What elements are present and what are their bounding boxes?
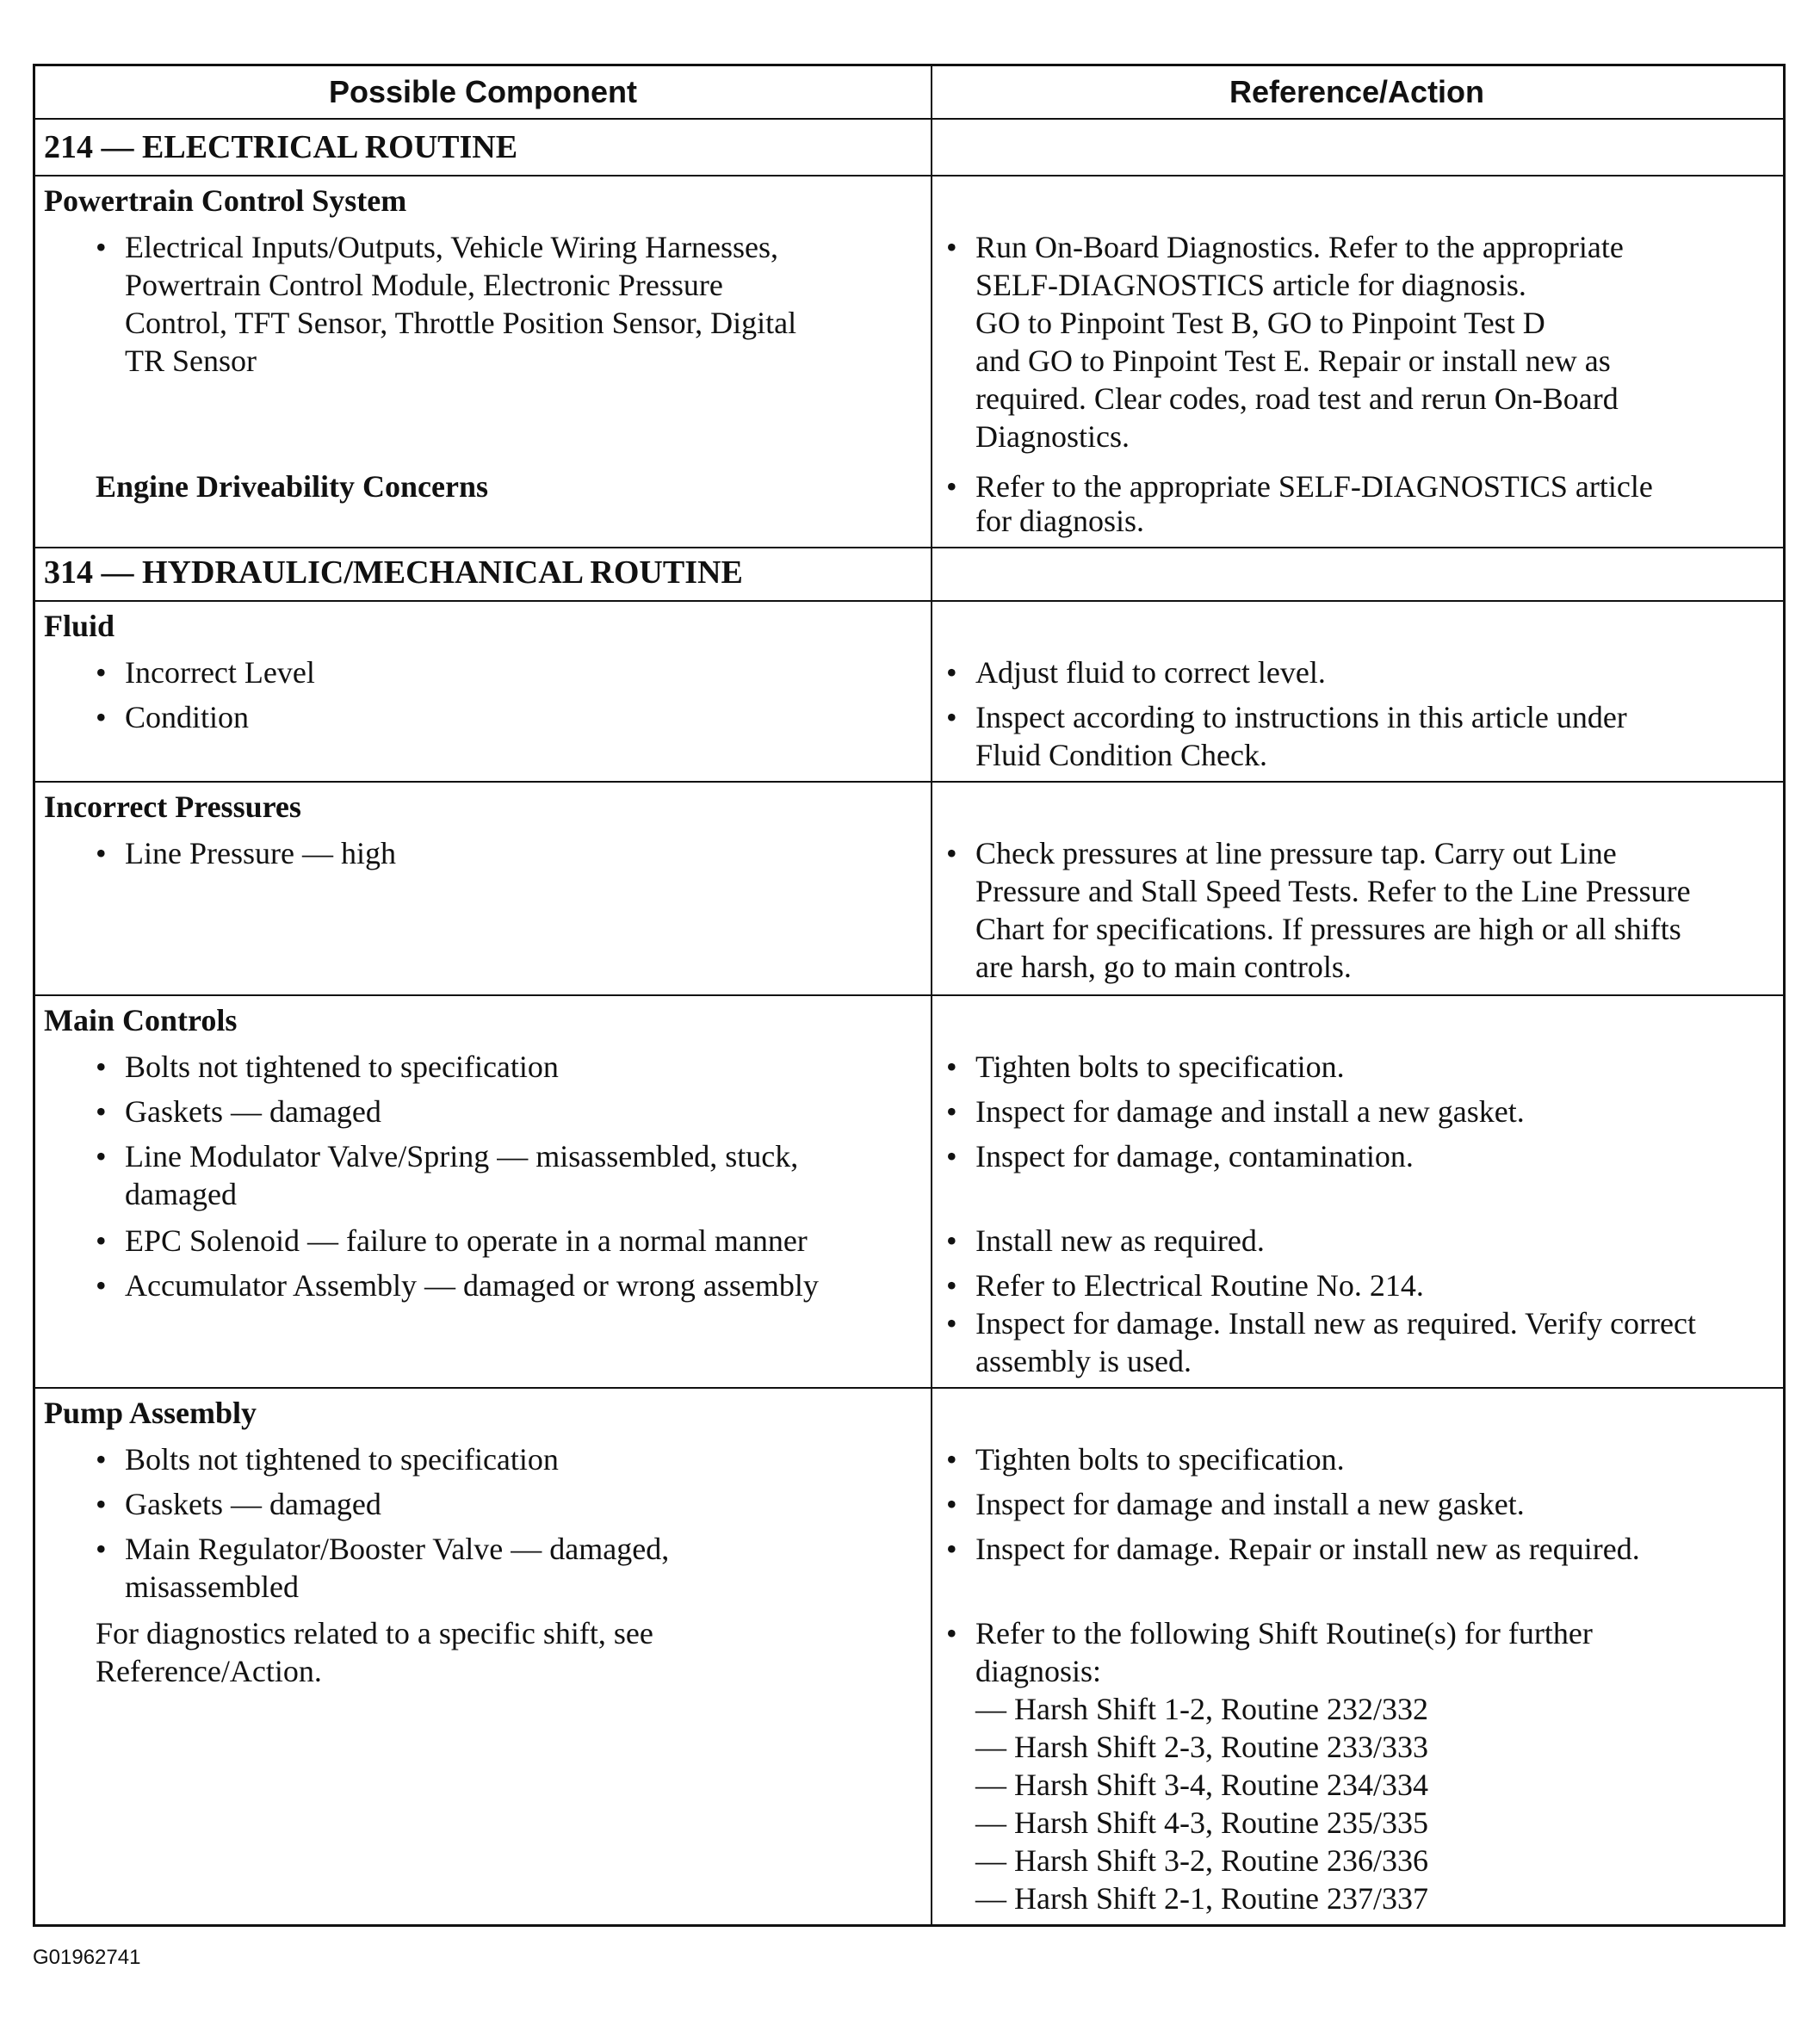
- action-item: • Inspect for damage. Install new as required. Verify correct: [975, 1304, 1696, 1342]
- action-item-cont: and GO to Pinpoint Test E. Repair or install new as: [975, 344, 1611, 378]
- row-title-pressures: Incorrect Pressures: [44, 789, 301, 824]
- routine-item: — Harsh Shift 3-2, Routine 236/336: [975, 1843, 1428, 1878]
- list-item: • Condition: [125, 698, 249, 736]
- list-item: • EPC Solenoid — failure to operate in a normal manner: [125, 1222, 808, 1260]
- row-fluid: [35, 600, 1783, 781]
- list-item: • Line Pressure — high: [125, 834, 396, 872]
- row-title-pump-assembly: Pump Assembly: [44, 1396, 257, 1430]
- list-item: • Gaskets — damaged: [125, 1093, 381, 1130]
- action-item: • Tighten bolts to specification.: [975, 1048, 1345, 1086]
- list-item: • Gaskets — damaged: [125, 1485, 381, 1523]
- section-title-314: 314 — HYDRAULIC/MECHANICAL ROUTINE: [44, 554, 743, 591]
- list-item-cont: Control, TFT Sensor, Throttle Position Sensor, Digital: [125, 306, 797, 340]
- row-powertrain: [35, 175, 1783, 547]
- action-item-cont: diagnosis:: [975, 1654, 1102, 1688]
- routine-item: — Harsh Shift 2-3, Routine 233/333: [975, 1730, 1428, 1764]
- action-item: • Install new as required.: [975, 1222, 1265, 1260]
- subtitle-engine: Engine Driveability Concerns: [96, 469, 488, 504]
- action-item: • Tighten bolts to specification.: [975, 1440, 1345, 1478]
- action-item-cont: assembly is used.: [975, 1344, 1192, 1378]
- diagnosis-table: [33, 64, 1786, 1927]
- list-item: • Bolts not tightened to specification: [125, 1440, 559, 1478]
- action-item-cont: GO to Pinpoint Test B, GO to Pinpoint Test D: [975, 306, 1545, 340]
- row-pump-assembly: [35, 1387, 1783, 1924]
- header-reference-action: Reference/Action: [1229, 74, 1485, 109]
- routine-item: — Harsh Shift 2-1, Routine 237/337: [975, 1881, 1428, 1916]
- row-title-powertrain: Powertrain Control System: [44, 183, 407, 218]
- list-item: • Bolts not tightened to specification: [125, 1048, 559, 1086]
- action-item: • Refer to Electrical Routine No. 214.: [975, 1266, 1424, 1304]
- action-item-cont: for diagnosis.: [975, 504, 1144, 538]
- action-item-cont: Pressure and Stall Speed Tests. Refer to the Line Pressure: [975, 874, 1691, 908]
- action-item-cont: required. Clear codes, road test and rerun On-Board: [975, 381, 1619, 416]
- list-item-cont: Powertrain Control Module, Electronic Pressure: [125, 268, 723, 302]
- list-item-cont: TR Sensor: [125, 344, 257, 378]
- list-item: • Line Modulator Valve/Spring — misassembled, stuck,: [125, 1137, 798, 1175]
- action-item: • Inspect for damage and install a new gasket.: [975, 1093, 1525, 1130]
- header-possible-component: Possible Component: [328, 74, 638, 109]
- action-item: • Adjust fluid to correct level.: [975, 653, 1326, 691]
- routine-item: — Harsh Shift 4-3, Routine 235/335: [975, 1805, 1428, 1840]
- action-item-cont: Diagnostics.: [975, 419, 1130, 454]
- list-item: • Electrical Inputs/Outputs, Vehicle Wiring Harnesses,: [125, 228, 778, 266]
- action-item: • Refer to the appropriate SELF-DIAGNOSTICS article: [975, 468, 1653, 505]
- row-title-fluid: Fluid: [44, 609, 115, 643]
- routine-item: — Harsh Shift 3-4, Routine 234/334: [975, 1768, 1428, 1802]
- list-item-cont: misassembled: [125, 1570, 299, 1604]
- row-title-main-controls: Main Controls: [44, 1003, 238, 1037]
- action-item: • Run On-Board Diagnostics. Refer to the appropriate: [975, 228, 1624, 266]
- list-item: • Accumulator Assembly — damaged or wrong assembly: [125, 1266, 819, 1304]
- action-item: • Inspect for damage and install a new gasket.: [975, 1485, 1525, 1523]
- pump-note: For diagnostics related to a specific shift, see: [96, 1616, 653, 1650]
- list-item-cont: damaged: [125, 1177, 237, 1211]
- action-item-cont: are harsh, go to main controls.: [975, 950, 1352, 984]
- figure-id: G01962741: [33, 1946, 141, 1969]
- section-title-214: 214 — ELECTRICAL ROUTINE: [44, 129, 518, 165]
- row-main-controls: [35, 994, 1783, 1387]
- action-item: • Inspect for damage. Repair or install new as required.: [975, 1530, 1640, 1568]
- action-item-cont: Fluid Condition Check.: [975, 738, 1268, 772]
- section-row-214: [35, 118, 1783, 175]
- list-item: • Main Regulator/Booster Valve — damaged,: [125, 1530, 669, 1568]
- action-item: • Inspect according to instructions in this article under: [975, 698, 1627, 736]
- action-item-cont: Chart for specifications. If pressures are high or all shifts: [975, 912, 1681, 946]
- section-row-314: [35, 547, 1783, 600]
- pump-note-cont: Reference/Action.: [96, 1654, 322, 1688]
- action-item: • Check pressures at line pressure tap. Carry out Line: [975, 834, 1617, 872]
- action-item: • Refer to the following Shift Routine(s) for further: [975, 1614, 1593, 1652]
- action-item: • Inspect for damage, contamination.: [975, 1137, 1414, 1175]
- action-item-cont: SELF-DIAGNOSTICS article for diagnosis.: [975, 268, 1526, 302]
- row-pressures: [35, 781, 1783, 994]
- list-item: • Incorrect Level: [125, 653, 315, 691]
- routine-item: — Harsh Shift 1-2, Routine 232/332: [975, 1692, 1428, 1726]
